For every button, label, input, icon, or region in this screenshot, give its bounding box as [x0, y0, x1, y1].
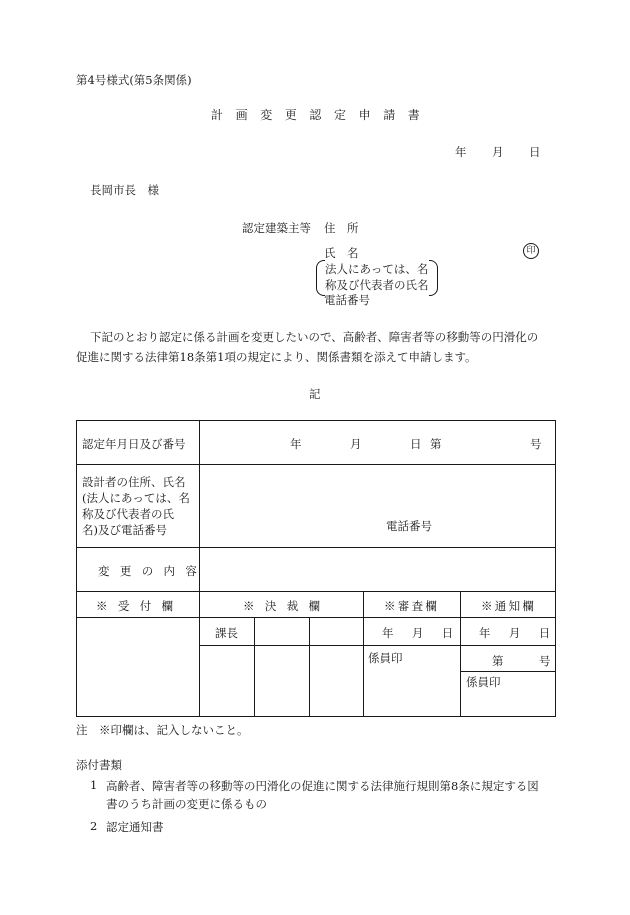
date-month-label: 月 [492, 145, 504, 159]
review-staff-seal-label: 係員印 [368, 651, 403, 665]
attachment-2-text: 認定通知書 [106, 820, 164, 834]
applicant-phone-label: 電話番号 [324, 293, 370, 307]
review-date-label: 年 月 日 [382, 626, 457, 640]
approval-column-header: ※決裁欄 [243, 599, 331, 613]
notice-dai-label: 第 [492, 654, 504, 668]
attachments-heading: 添付書類 [76, 758, 122, 772]
designer-label-line-2: (法人にあっては、名 [82, 491, 190, 505]
attachment-1-line-2: 書のうち計画の変更に係るもの [106, 797, 267, 811]
attachment-1-line-1: 高齢者、障害者等の移動等の円滑化の促進に関する法律施行規則第8条に規定する図 [106, 779, 539, 793]
approval-date-number-label: 認定年月日及び番号 [82, 437, 186, 451]
note-text: 注 ※印欄は、記入しないこと。 [76, 723, 249, 737]
corporation-note-line-2: 称及び代表者の氏名 [325, 278, 429, 292]
change-content-label: 変更の内容 [98, 564, 208, 578]
notice-date-label: 年 月 日 [479, 626, 554, 640]
designer-label-line-1: 設計者の住所、氏名 [82, 475, 186, 489]
addressee: 長岡市長 様 [90, 183, 159, 197]
form-number-label: 第4号様式(第5条関係) [76, 73, 192, 87]
corporation-note-line-1: 法人にあっては、名 [325, 262, 429, 276]
reception-column-header: ※受付欄 [96, 599, 184, 613]
notice-column-header: ※通知欄 [481, 599, 537, 613]
body-text-line-2: 促進に関する法律第18条第1項の規定により、関係書類を添えて申請します。 [76, 350, 477, 364]
approval-dai-label: 第 [430, 437, 442, 451]
designer-phone-label: 電話番号 [386, 519, 432, 533]
section-chief-label: 課長 [215, 626, 238, 640]
document-title: 計画変更認定申請書 [211, 108, 433, 122]
notice-staff-seal-label: 係員印 [466, 675, 501, 689]
approval-year-label: 年 [290, 437, 302, 451]
approval-go-label: 号 [530, 437, 542, 451]
applicant-role-label: 認定建築主等 [242, 221, 311, 235]
applicant-name-label: 氏 名 [324, 246, 359, 260]
ki-heading: 記 [309, 387, 321, 401]
designer-label-line-4: 名)及び電話番号 [82, 523, 167, 537]
designer-label-line-3: 称及び代表者の氏 [82, 507, 174, 521]
applicant-address-label: 住 所 [324, 221, 359, 235]
approval-month-label: 月 [350, 437, 362, 451]
seal-char: 印 [526, 246, 536, 256]
attachment-1-number: 1 [90, 778, 98, 792]
notice-go-label: 号 [539, 654, 551, 668]
approval-day-label: 日 [410, 437, 422, 451]
attachment-2-number: 2 [90, 819, 98, 833]
review-column-header: ※審査欄 [384, 599, 440, 613]
date-day-label: 日 [529, 145, 541, 159]
date-year-label: 年 [455, 145, 467, 159]
body-text-line-1: 下記のとおり認定に係る計画を変更したいので、高齢者、障害者等の移動等の円滑化の [90, 330, 539, 344]
